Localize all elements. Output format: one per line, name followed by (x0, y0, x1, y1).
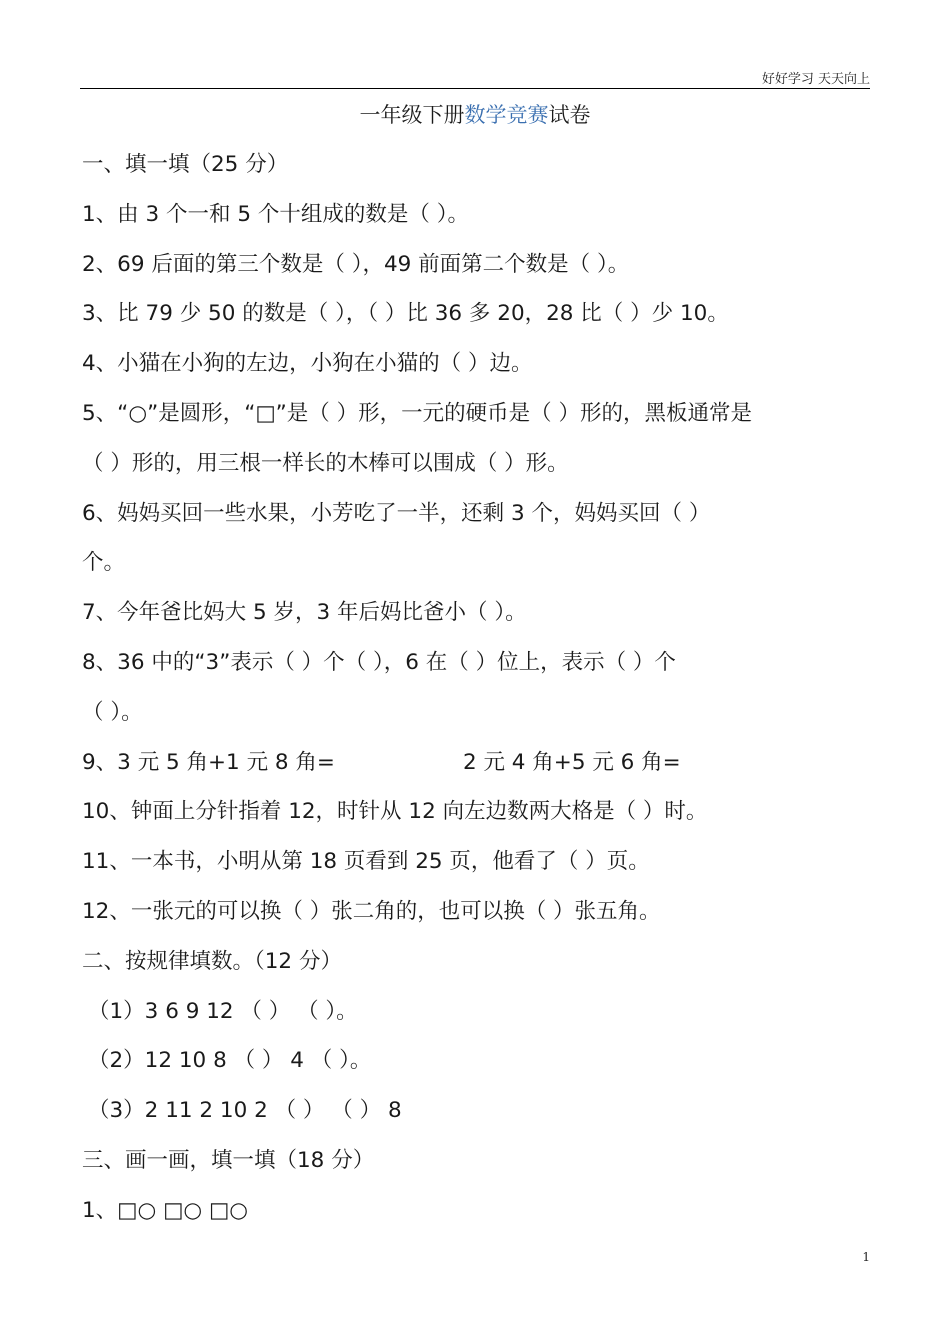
question-5-line-1: 5、“○”是圆形，“□”是（ ）形，一元的硬币是（ ）形的，黑板通常是 (82, 400, 752, 426)
question-7: 7、今年爸比妈大 5 岁，3 年后妈比爸小（ ）。 (82, 600, 527, 626)
pattern-row-1: （1）3 6 9 12 （ ） （ ）。 (88, 998, 358, 1024)
question-2: 2、69 后面的第三个数是（ ），49 前面第二个数是（ ）。 (82, 251, 630, 277)
header-text: 好好学习 天天向上 (761, 72, 870, 87)
pattern-row-2: （2）12 10 8 （ ） 4 （ ）。 (88, 1048, 372, 1074)
page-number: 1 (862, 1250, 870, 1264)
question-9-part-b: 2 元 4 角+5 元 6 角= (462, 749, 681, 775)
section-3-heading: 三、画一画，填一填（18 分） (82, 1147, 375, 1173)
section-3-question-1: 1、□○ □○ □○ (82, 1197, 249, 1223)
question-8-line-1: 8、36 中的“3”表示（ ）个（ ），6 在（ ）位上，表示（ ）个 (82, 649, 676, 675)
header-rule (80, 88, 870, 89)
question-1: 1、由 3 个一和 5 个十组成的数是（ ）。 (82, 201, 469, 227)
section-1-heading: 一、填一填（25 分） (82, 152, 289, 177)
title-prefix: 一年级下册 (359, 103, 465, 127)
exam-content (82, 140, 872, 1236)
question-9 (82, 738, 872, 788)
title-accent: 数学竞赛 (464, 103, 549, 127)
pattern-row-3: （3）2 11 2 10 2 （ ） （ ） 8 (88, 1098, 402, 1124)
question-11: 11、一本书，小明从第 18 页看到 25 页，他看了（ ）页。 (82, 849, 650, 875)
question-12: 12、一张元的可以换（ ）张二角的，也可以换（ ）张五角。 (82, 898, 661, 924)
page-title (0, 100, 950, 130)
question-6-line-1: 6、妈妈买回一些水果，小芳吃了一半，还剩 3 个，妈妈买回（ ） (82, 500, 711, 526)
question-5-line-2: （ ）形的，用三根一样长的木棒可以围成（ ）形。 (82, 450, 569, 476)
question-3: 3、比 79 少 50 的数是（ ），（ ）比 36 多 20，28 比（ ）少 10。 (82, 301, 729, 327)
section-2-heading: 二、按规律填数。（12 分） (82, 948, 342, 974)
question-9-part-a: 9、3 元 5 角+1 元 8 角= (82, 749, 335, 775)
question-8-line-2: （ ）。 (82, 699, 143, 725)
question-4: 4、小猫在小狗的左边，小狗在小猫的（ ）边。 (82, 351, 533, 377)
question-10: 10、钟面上分针指着 12，时针从 12 向左边数两大格是（ ）时。 (82, 799, 708, 825)
question-6-line-2: 个。 (82, 550, 126, 576)
title-suffix: 试卷 (548, 103, 591, 127)
